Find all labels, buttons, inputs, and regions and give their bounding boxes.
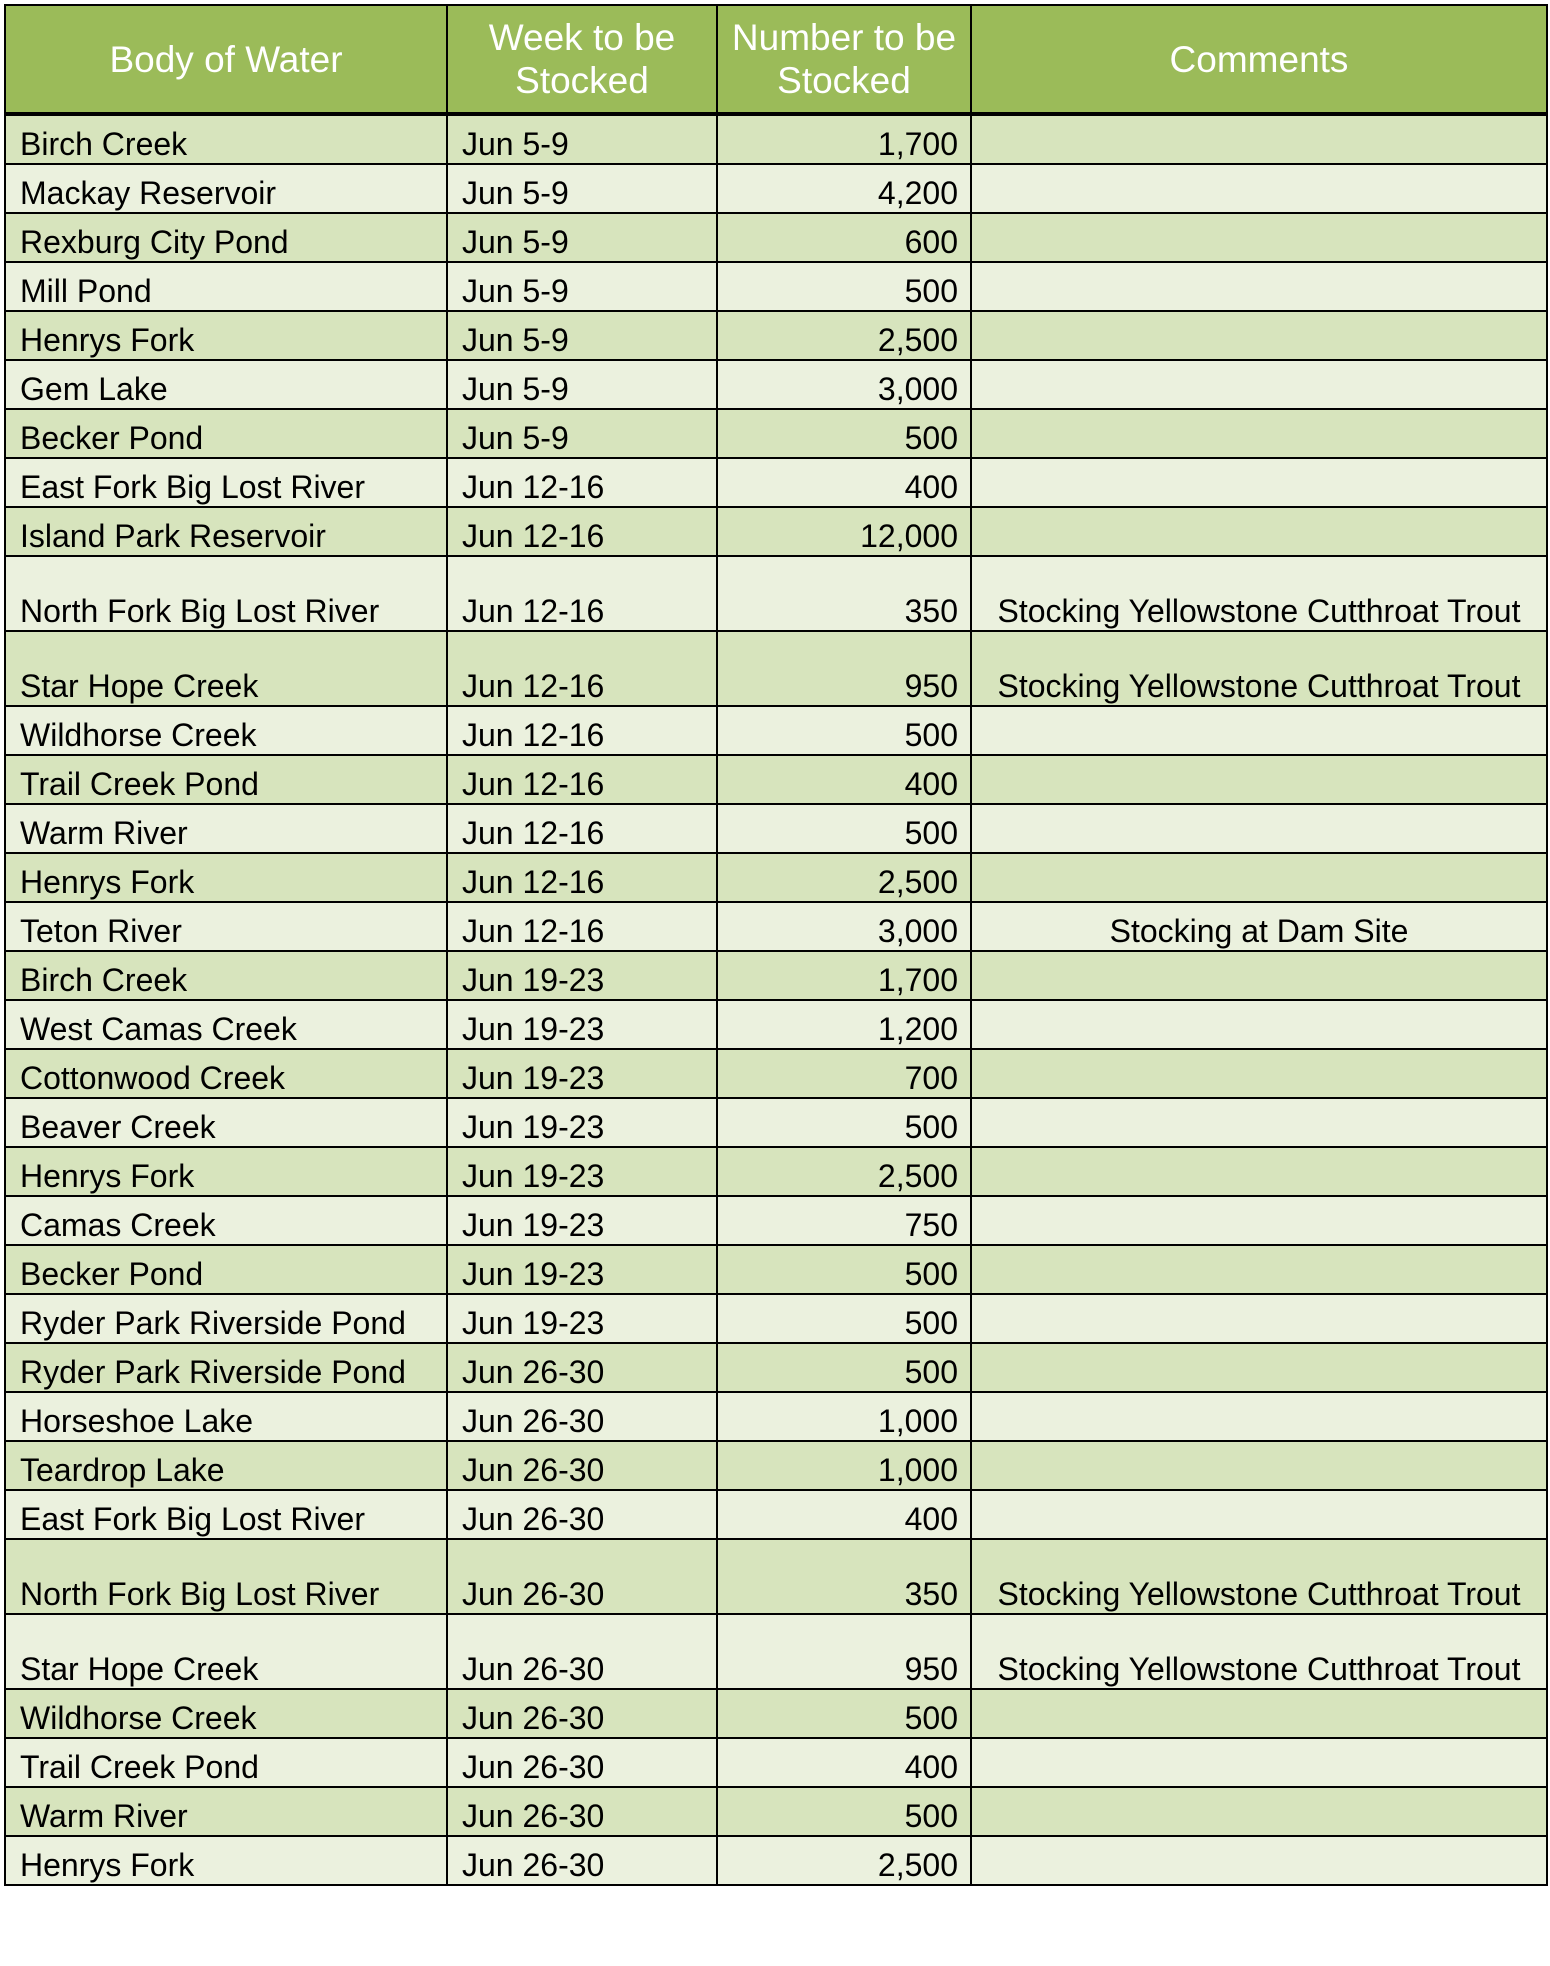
table-row (5, 1836, 1547, 1885)
water-cell: Henrys Fork (5, 1147, 447, 1196)
week-cell: Jun 5-9 (447, 409, 717, 458)
comment-cell (971, 164, 1547, 213)
week-cell: Jun 26-30 (447, 1490, 717, 1539)
number-cell: 1,000 (717, 1392, 971, 1441)
table-row (5, 706, 1547, 755)
week-cell: Jun 26-30 (447, 1787, 717, 1836)
week-cell: Jun 5-9 (447, 213, 717, 262)
number-cell: 950 (717, 631, 971, 706)
table-row (5, 1098, 1547, 1147)
number-cell: 4,200 (717, 164, 971, 213)
week-cell: Jun 12-16 (447, 755, 717, 804)
water-cell: Ryder Park Riverside Pond (5, 1294, 447, 1343)
week-cell: Jun 26-30 (447, 1738, 717, 1787)
comment-cell (971, 1000, 1547, 1049)
week-cell: Jun 5-9 (447, 164, 717, 213)
week-cell: Jun 26-30 (447, 1836, 717, 1885)
number-cell: 500 (717, 706, 971, 755)
comment-cell (971, 1689, 1547, 1738)
comment-cell (971, 311, 1547, 360)
water-cell: Cottonwood Creek (5, 1049, 447, 1098)
comment-cell (971, 1147, 1547, 1196)
water-cell: Trail Creek Pond (5, 755, 447, 804)
week-cell: Jun 26-30 (447, 1689, 717, 1738)
comment-cell (971, 360, 1547, 409)
table-row (5, 1392, 1547, 1441)
water-cell: Wildhorse Creek (5, 1689, 447, 1738)
water-cell: Island Park Reservoir (5, 507, 447, 556)
water-cell: East Fork Big Lost River (5, 458, 447, 507)
number-cell: 500 (717, 1294, 971, 1343)
table-row (5, 804, 1547, 853)
comment-cell: Stocking Yellowstone Cutthroat Trout (971, 556, 1547, 631)
table-row (5, 1787, 1547, 1836)
number-cell: 3,000 (717, 902, 971, 951)
table-row (5, 1294, 1547, 1343)
number-cell: 3,000 (717, 360, 971, 409)
comment-cell (971, 1836, 1547, 1885)
table-row (5, 311, 1547, 360)
table-row (5, 409, 1547, 458)
water-cell: Mackay Reservoir (5, 164, 447, 213)
water-cell: Rexburg City Pond (5, 213, 447, 262)
table-row (5, 1539, 1547, 1614)
table-row (5, 1343, 1547, 1392)
comment-cell (971, 1294, 1547, 1343)
table-row (5, 1196, 1547, 1245)
comment-cell: Stocking Yellowstone Cutthroat Trout (971, 631, 1547, 706)
stocking-schedule (4, 4, 1546, 1962)
table-row (5, 360, 1547, 409)
stocking-table (4, 4, 1548, 1886)
number-cell: 500 (717, 409, 971, 458)
number-cell: 400 (717, 1738, 971, 1787)
header-comments: Comments (971, 5, 1547, 114)
number-cell: 500 (717, 1689, 971, 1738)
water-cell: Warm River (5, 1787, 447, 1836)
comment-cell (971, 706, 1547, 755)
number-cell: 500 (717, 262, 971, 311)
number-cell: 500 (717, 1245, 971, 1294)
table-row (5, 556, 1547, 631)
water-cell: North Fork Big Lost River (5, 1539, 447, 1614)
number-cell: 400 (717, 1490, 971, 1539)
number-cell: 500 (717, 1098, 971, 1147)
table-row (5, 507, 1547, 556)
number-cell: 2,500 (717, 853, 971, 902)
week-cell: Jun 5-9 (447, 262, 717, 311)
number-cell: 350 (717, 1539, 971, 1614)
comment-cell: Stocking at Dam Site (971, 902, 1547, 951)
water-cell: North Fork Big Lost River (5, 556, 447, 631)
water-cell: Teardrop Lake (5, 1441, 447, 1490)
comment-cell (971, 1049, 1547, 1098)
comment-cell (971, 1787, 1547, 1836)
week-cell: Jun 12-16 (447, 631, 717, 706)
comment-cell (971, 1392, 1547, 1441)
table-row (5, 631, 1547, 706)
water-cell: Henrys Fork (5, 853, 447, 902)
comment-cell (971, 1245, 1547, 1294)
water-cell: Horseshoe Lake (5, 1392, 447, 1441)
week-cell: Jun 19-23 (447, 951, 717, 1000)
table-row (5, 164, 1547, 213)
table-row (5, 853, 1547, 902)
number-cell: 1,700 (717, 114, 971, 164)
number-cell: 400 (717, 458, 971, 507)
week-cell: Jun 12-16 (447, 804, 717, 853)
comment-cell: Stocking Yellowstone Cutthroat Trout (971, 1539, 1547, 1614)
week-cell: Jun 19-23 (447, 1245, 717, 1294)
header-row (5, 5, 1547, 114)
table-row (5, 1049, 1547, 1098)
number-cell: 1,200 (717, 1000, 971, 1049)
table-row (5, 114, 1547, 164)
table-row (5, 1689, 1547, 1738)
comment-cell (971, 1343, 1547, 1392)
comment-cell (971, 262, 1547, 311)
water-cell: Trail Creek Pond (5, 1738, 447, 1787)
water-cell: Gem Lake (5, 360, 447, 409)
water-cell: Beaver Creek (5, 1098, 447, 1147)
comment-cell (971, 755, 1547, 804)
header-number: Number to be Stocked (717, 5, 971, 114)
comment-cell (971, 213, 1547, 262)
week-cell: Jun 19-23 (447, 1000, 717, 1049)
week-cell: Jun 19-23 (447, 1294, 717, 1343)
table-row (5, 755, 1547, 804)
week-cell: Jun 19-23 (447, 1147, 717, 1196)
week-cell: Jun 5-9 (447, 311, 717, 360)
week-cell: Jun 12-16 (447, 706, 717, 755)
number-cell: 600 (717, 213, 971, 262)
week-cell: Jun 26-30 (447, 1441, 717, 1490)
water-cell: Henrys Fork (5, 1836, 447, 1885)
number-cell: 2,500 (717, 1147, 971, 1196)
number-cell: 500 (717, 1787, 971, 1836)
week-cell: Jun 12-16 (447, 458, 717, 507)
week-cell: Jun 26-30 (447, 1392, 717, 1441)
comment-cell (971, 507, 1547, 556)
water-cell: Henrys Fork (5, 311, 447, 360)
table-row (5, 1490, 1547, 1539)
number-cell: 1,700 (717, 951, 971, 1000)
week-cell: Jun 12-16 (447, 507, 717, 556)
water-cell: Star Hope Creek (5, 1614, 447, 1689)
comment-cell (971, 1490, 1547, 1539)
water-cell: West Camas Creek (5, 1000, 447, 1049)
number-cell: 750 (717, 1196, 971, 1245)
week-cell: Jun 19-23 (447, 1098, 717, 1147)
comment-cell: Stocking Yellowstone Cutthroat Trout (971, 1614, 1547, 1689)
water-cell: Camas Creek (5, 1196, 447, 1245)
comment-cell (971, 409, 1547, 458)
header-week: Week to be Stocked (447, 5, 717, 114)
week-cell: Jun 12-16 (447, 556, 717, 631)
comment-cell (971, 458, 1547, 507)
water-cell: Birch Creek (5, 951, 447, 1000)
number-cell: 950 (717, 1614, 971, 1689)
water-cell: Warm River (5, 804, 447, 853)
week-cell: Jun 26-30 (447, 1539, 717, 1614)
water-cell: Ryder Park Riverside Pond (5, 1343, 447, 1392)
table-row (5, 1441, 1547, 1490)
table-row (5, 1245, 1547, 1294)
week-cell: Jun 26-30 (447, 1614, 717, 1689)
table-row (5, 213, 1547, 262)
week-cell: Jun 26-30 (447, 1343, 717, 1392)
table-row (5, 1000, 1547, 1049)
water-cell: Star Hope Creek (5, 631, 447, 706)
week-cell: Jun 12-16 (447, 853, 717, 902)
number-cell: 500 (717, 804, 971, 853)
comment-cell (971, 1738, 1547, 1787)
week-cell: Jun 5-9 (447, 360, 717, 409)
table-row (5, 1147, 1547, 1196)
header-body-of-water: Body of Water (5, 5, 447, 114)
water-cell: East Fork Big Lost River (5, 1490, 447, 1539)
water-cell: Mill Pond (5, 262, 447, 311)
table-row (5, 902, 1547, 951)
week-cell: Jun 19-23 (447, 1049, 717, 1098)
comment-cell (971, 853, 1547, 902)
number-cell: 12,000 (717, 507, 971, 556)
number-cell: 1,000 (717, 1441, 971, 1490)
water-cell: Birch Creek (5, 114, 447, 164)
comment-cell (971, 1196, 1547, 1245)
number-cell: 2,500 (717, 1836, 971, 1885)
week-cell: Jun 19-23 (447, 1196, 717, 1245)
water-cell: Teton River (5, 902, 447, 951)
number-cell: 350 (717, 556, 971, 631)
comment-cell (971, 951, 1547, 1000)
table-row (5, 951, 1547, 1000)
table-row (5, 1738, 1547, 1787)
table-row (5, 262, 1547, 311)
table-row (5, 1614, 1547, 1689)
comment-cell (971, 1098, 1547, 1147)
water-cell: Becker Pond (5, 409, 447, 458)
table-row (5, 458, 1547, 507)
number-cell: 2,500 (717, 311, 971, 360)
number-cell: 500 (717, 1343, 971, 1392)
week-cell: Jun 12-16 (447, 902, 717, 951)
comment-cell (971, 114, 1547, 164)
number-cell: 400 (717, 755, 971, 804)
water-cell: Wildhorse Creek (5, 706, 447, 755)
number-cell: 700 (717, 1049, 971, 1098)
week-cell: Jun 5-9 (447, 114, 717, 164)
water-cell: Becker Pond (5, 1245, 447, 1294)
comment-cell (971, 804, 1547, 853)
comment-cell (971, 1441, 1547, 1490)
